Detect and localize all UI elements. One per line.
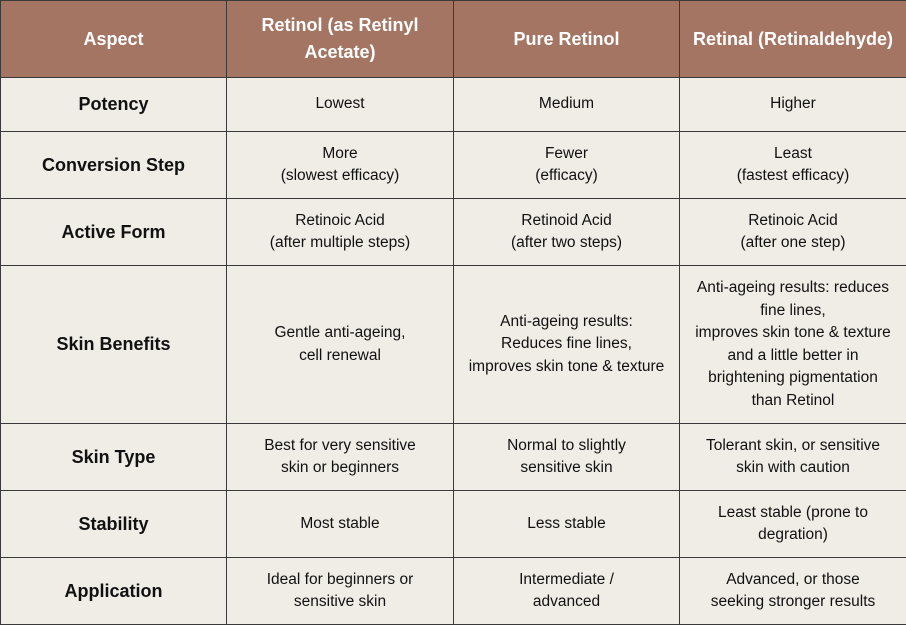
header-line: Retinal [692,28,753,49]
cell-line: Less stable [527,514,606,532]
cell-line: sensitive skin [293,593,387,610]
row-label: Stability [1,491,227,558]
row-label: Conversion Step [1,132,227,199]
cell-line: Advanced, or those [726,570,860,588]
row-application [1,558,906,625]
cell-retinal [680,491,906,558]
cell-line: Most stable [300,514,380,532]
row-label: Potency [1,78,227,132]
cell-line: Fewer [544,144,589,162]
header-line: Retinol [261,15,323,35]
row-label: Active Form [1,199,227,266]
cell-line: (after two steps) [510,234,623,251]
row-active-form [1,199,906,266]
cell-retinol [227,132,454,199]
header-aspect: Aspect [1,1,227,78]
cell-line: More [322,144,358,162]
cell-line: cell renewal [299,346,381,364]
cell-retinol [227,558,454,625]
cell-line: Higher [770,95,816,113]
cell-line: than Retinol [751,391,835,409]
row-skin-type [1,424,906,491]
cell-line: Intermediate / [519,570,614,588]
header-line: (Retinaldehyde) [758,28,894,49]
cell-pure-retinol [454,424,680,491]
cell-line: (fastest efficacy) [736,167,850,184]
cell-line: Best for very sensitive [264,436,416,454]
cell-line: advanced [532,593,601,610]
cell-pure-retinol [454,558,680,625]
header-row [1,1,906,78]
header-line: (as Retinyl Acetate) [304,15,419,62]
cell-retinal [680,78,906,132]
cell-line: improves skin tone & texture [695,324,891,341]
cell-line: brightening pigmentation [708,369,878,386]
cell-pure-retinol [454,132,680,199]
cell-line: skin or beginners [280,459,400,476]
row-conversion-step [1,132,906,199]
cell-retinal [680,558,906,625]
row-label: Application [1,558,227,625]
row-stability [1,491,906,558]
cell-retinol [227,78,454,132]
cell-retinal [680,199,906,266]
cell-pure-retinol [454,266,680,424]
cell-line: (slowest efficacy) [280,167,400,184]
cell-line: Normal to slightly [507,436,626,454]
cell-line: (efficacy) [535,167,598,184]
cell-line: (after multiple steps) [269,234,411,251]
cell-line: degration) [758,526,828,543]
cell-line: Ideal for beginners or [266,570,414,588]
cell-retinal [680,132,906,199]
cell-retinol [227,266,454,424]
cell-line: Anti-ageing results: reduces [696,279,890,296]
cell-line: sensitive skin [520,459,613,476]
header-pure-retinol [454,1,680,78]
cell-retinol [227,491,454,558]
cell-line: Lowest [315,95,365,113]
cell-line: Gentle anti-ageing, [274,324,406,341]
row-skin-benefits [1,266,906,424]
cell-retinol [227,424,454,491]
row-potency [1,78,906,132]
header-retinal [680,1,906,78]
cell-line: fine lines, [760,301,826,319]
cell-pure-retinol [454,78,680,132]
header-line: Pure Retinol [513,28,620,49]
cell-pure-retinol [454,491,680,558]
cell-line: (after one step) [740,234,846,251]
cell-pure-retinol [454,199,680,266]
cell-line: improves skin tone & texture [468,357,665,375]
cell-line: Medium [538,95,595,113]
row-label: Skin Benefits [1,266,227,424]
cell-line: Retinoid Acid [521,211,612,229]
cell-line: Reduces fine lines, [501,335,632,353]
cell-retinol [227,199,454,266]
cell-line: seeking stronger results [710,593,876,610]
cell-retinal [680,424,906,491]
cell-line: Retinoic Acid [748,211,838,229]
cell-line: and a little better in [727,346,859,364]
row-label: Skin Type [1,424,227,491]
cell-line: skin with caution [736,459,850,476]
cell-line: Retinoic Acid [295,211,385,229]
cell-retinal [680,266,906,424]
cell-line: Least stable (prone to [718,503,868,521]
header-retinol-retinyl-acetate [227,1,454,78]
cell-line: Anti-ageing results: [500,312,633,330]
cell-line: Tolerant skin, or sensitive [705,436,881,454]
cell-line: Least [774,144,812,162]
